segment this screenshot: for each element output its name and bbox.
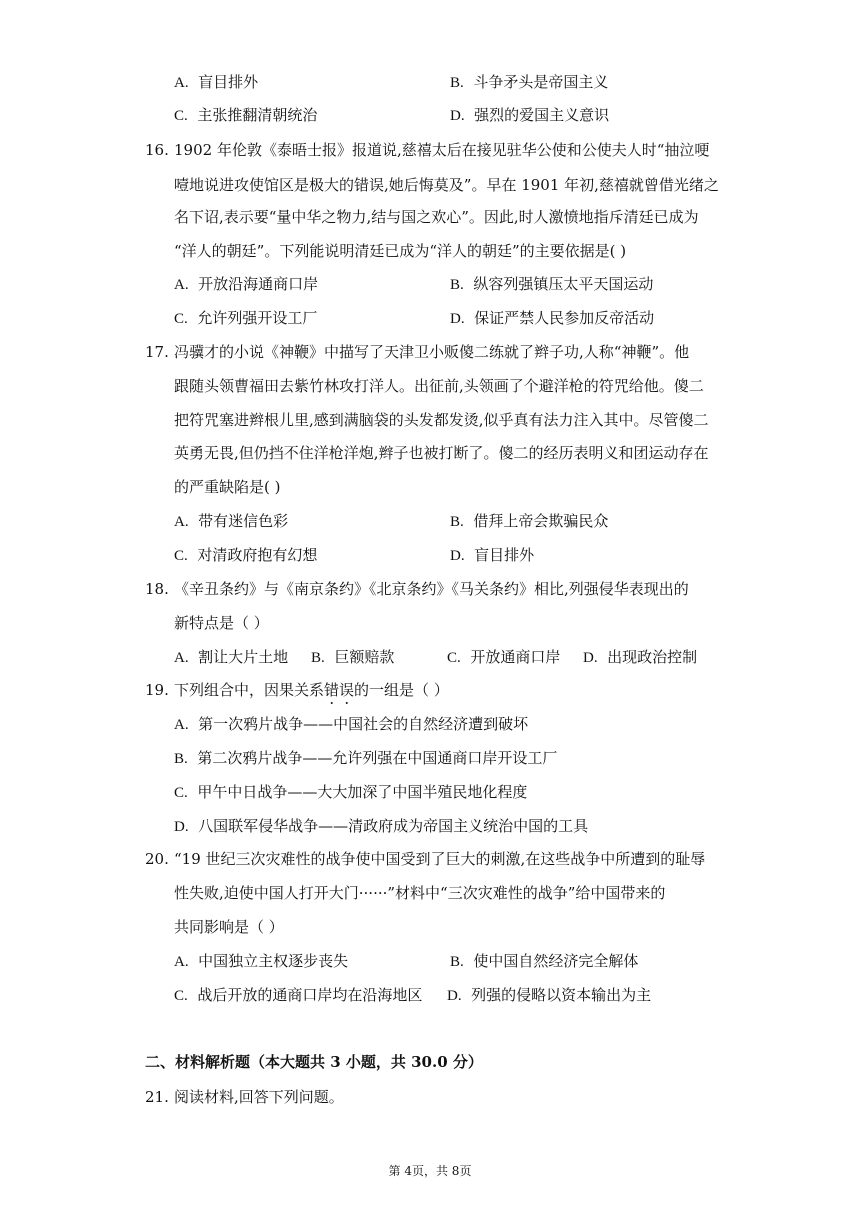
- q15-option-c: C. 主张推翻清朝统治: [174, 106, 318, 124]
- q18-option-b: B. 巨额赔款: [311, 648, 395, 666]
- q19-option-d: D. 八国联军侵华战争——清政府成为帝国主义统治中国的工具: [174, 817, 589, 835]
- q20-option-b: B. 使中国自然经济完全解体: [450, 952, 639, 970]
- q17-stem-line: 的严重缺陷是( ): [174, 478, 281, 496]
- q17-stem-line: 把符咒塞进辫根儿里,感到满脑袋的头发都发烫,似乎真有法力注入其中。尽管傻二: [174, 411, 709, 429]
- q18-option-c: C. 开放通商口岸: [447, 648, 561, 666]
- q16-option-d: D. 保证严禁人民参加反帝活动: [450, 309, 655, 327]
- q20-option-c: C. 战后开放的通商口岸均在沿海地区: [174, 986, 423, 1004]
- q20-stem-line: 共同影响是（ ）: [174, 918, 284, 936]
- q20-number: 20.: [145, 850, 169, 868]
- q19-stem: 下列组合中，因果关系错误的一组是（ ）: [174, 681, 449, 699]
- q16-option-b: B. 纵容列强镇压太平天国运动: [450, 275, 654, 293]
- emphasis-dot-char: 误: [339, 681, 355, 699]
- q18-number: 18.: [145, 580, 169, 598]
- q19-option-b: B. 第二次鸦片战争——允许列强在中国通商口岸开设工厂: [174, 749, 558, 767]
- page-footer: 第 4页，共 8页: [388, 1164, 472, 1178]
- q18-option-d: D. 出现政治控制: [583, 648, 698, 666]
- q16-option-c: C. 允许列强开设工厂: [174, 309, 318, 327]
- q18-stem-line: 《辛丑条约》与《南京条约》《北京条约》《马关条约》相比,列强侵华表现出的: [174, 580, 689, 598]
- q17-stem-line: 冯骥才的小说《神鞭》中描写了天津卫小贩傻二练就了辫子功,人称“神鞭”。他: [174, 343, 690, 361]
- q21-stem: 阅读材料,回答下列问题。: [174, 1088, 344, 1106]
- q17-option-b: B. 借拜上帝会欺骗民众: [450, 512, 609, 530]
- emphasis-dot-char: 错: [324, 681, 340, 699]
- q17-option-a: A. 带有迷信色彩: [174, 512, 289, 530]
- q18-stem-line: 新特点是（ ）: [174, 614, 269, 632]
- q17-stem-line: 英勇无畏,但仍挡不住洋枪洋炮,辫子也被打断了。傻二的经历表明义和团运动存在: [174, 444, 709, 462]
- q15-option-a: A. 盲目排外: [174, 73, 259, 91]
- q17-stem-line: 跟随头领曹福田去紫竹林攻打洋人。出征前,头领画了个避洋枪的符咒给他。傻二: [174, 377, 704, 395]
- q16-stem-line: “洋人的朝廷”。下列能说明清廷已成为“洋人的朝廷”的主要依据是( ): [174, 242, 627, 260]
- q16-stem-line: 名下诏,表示要“量中华之物力,结与国之欢心”。因此,时人激愤地指斥清廷已成为: [174, 208, 699, 226]
- q17-option-d: D. 盲目排外: [450, 546, 535, 564]
- q20-stem-line: “19 世纪三次灾难性的战争使中国受到了巨大的刺激,在这些战争中所遭到的耻辱: [174, 850, 706, 868]
- q17-number: 17.: [145, 343, 169, 361]
- q20-option-a: A. 中国独立主权逐步丧失: [174, 952, 349, 970]
- section-heading: 二、材料解析题（本大题共 3 小题，共 30.0 分）: [145, 1053, 483, 1071]
- q19-option-c: C. 甲午中日战争——大大加深了中国半殖民地化程度: [174, 783, 528, 801]
- q20-option-d: D. 列强的侵略以资本输出为主: [447, 986, 652, 1004]
- q16-number: 16.: [145, 141, 169, 159]
- q20-stem-line: 性失败,迫使中国人打开大门······”材料中“三次灾难性的战争”给中国带来的: [174, 884, 666, 902]
- q15-option-d: D. 强烈的爱国主义意识: [450, 106, 610, 124]
- q16-stem-line: 1902 年伦敦《泰晤士报》报道说,慈禧太后在接见驻华公使和公使夫人时“抽泣哽: [174, 141, 710, 159]
- q15-option-b: B. 斗争矛头是帝国主义: [450, 73, 609, 91]
- q21-number: 21.: [145, 1088, 169, 1106]
- q16-option-a: A. 开放沿海通商口岸: [174, 275, 319, 293]
- q19-option-a: A. 第一次鸦片战争——中国社会的自然经济遭到破坏: [174, 715, 529, 733]
- q19-number: 19.: [145, 681, 169, 699]
- q18-option-a: A. 割让大片土地: [174, 648, 289, 666]
- q16-stem-line: 噎地说进攻使馆区是极大的错误,她后悔莫及”。早在 1901 年初,慈禧就曾借光绪之: [174, 176, 719, 194]
- q17-option-c: C. 对清政府抱有幻想: [174, 546, 318, 564]
